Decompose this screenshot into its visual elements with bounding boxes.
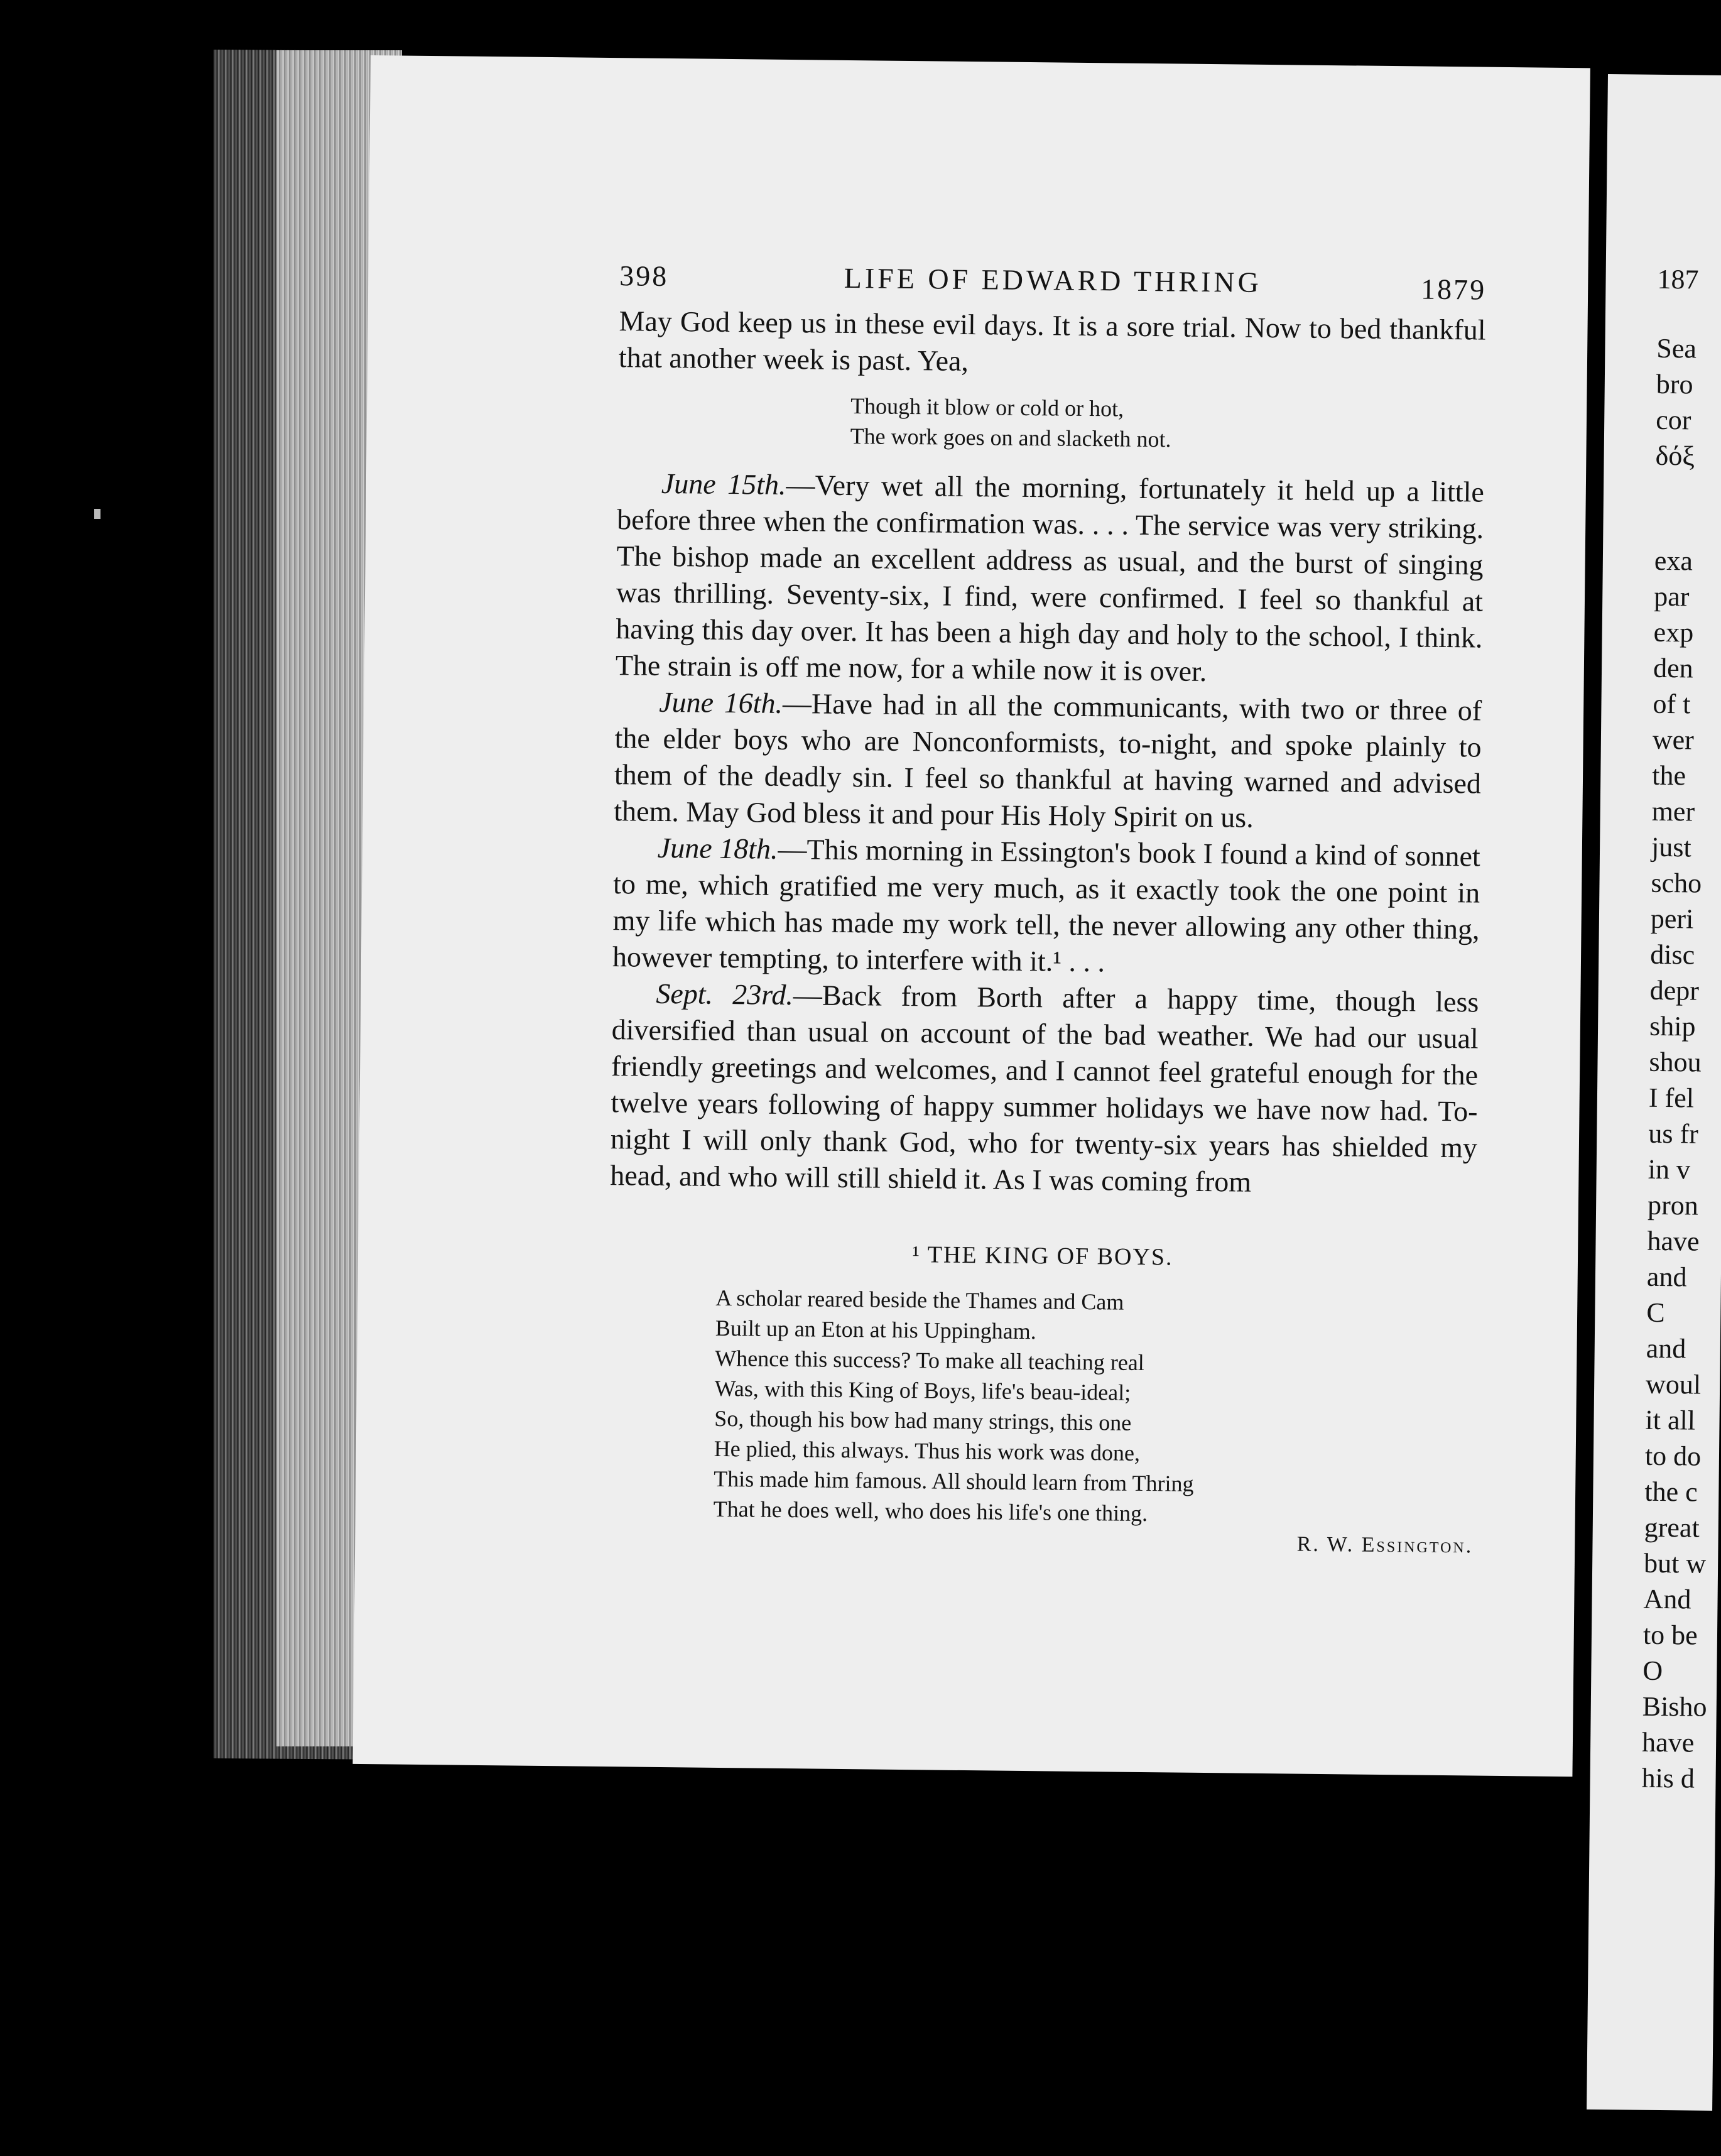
poem-line: He plied, this always. Thus his work was done, [714, 1435, 1141, 1466]
right-page-line: wer [1652, 724, 1695, 756]
right-page-line: pron [1647, 1189, 1699, 1221]
right-page-line: woul [1645, 1368, 1702, 1400]
right-page-line: disc [1650, 939, 1695, 971]
right-page-line: den [1653, 652, 1693, 684]
right-page-line: and [1646, 1332, 1686, 1364]
verse-quote [850, 391, 1485, 458]
right-page-line: scho [1651, 867, 1702, 899]
right-page-line: exa [1654, 545, 1693, 577]
entry-date: Sept. 23rd. [656, 977, 794, 1011]
right-page-line: C [1646, 1297, 1665, 1329]
diary-entry [616, 465, 1485, 692]
right-page-line: bro [1656, 368, 1693, 400]
entry-text: —Back from Borth after a happy time, though less diversified than usual on account of the bad weather. We had our usual friendly greetings and welcomes, and I cannot feel grateful enough for the twelve years following of happy summer holidays we have now had. To-night I will only thank God, who for twenty-six years has shielded my head, and who will still shield it. As I was coming from [610, 979, 1479, 1198]
right-page-line: And [1643, 1583, 1691, 1615]
right-page-line: great [1644, 1511, 1700, 1544]
poem-line: That he does well, who does his life's one thing. [713, 1496, 1148, 1527]
right-page-line: have [1641, 1726, 1695, 1758]
right-page-line: in v [1648, 1153, 1691, 1185]
header-year: 1879 [1420, 273, 1487, 306]
entry-date: June 16th. [658, 685, 783, 719]
poem-line: A scholar reared beside the Thames and Cam [715, 1285, 1124, 1315]
diary-entry [612, 829, 1480, 984]
right-page-line: ship [1649, 1010, 1696, 1042]
entry-date: June 18th. [657, 831, 778, 865]
entry-text: —This morning in Essington's book I found a kind of sonnet to me, which gratified me very much, as it exactly took the one point in my life which has made my work tell, the never allowing any other thing, however tempting, to interfere with it.¹ . . . [612, 832, 1481, 978]
right-page-line: cor [1655, 404, 1691, 436]
entry-text: —Have had in all the communicants, with two or three of the elder boys who are Nonconformists, to-night, and spoke plainly to them of the deadly sin. I feel so thankful at having warned and advised them. May God bless it and pour His Holy Spirit on us. [614, 687, 1482, 834]
right-page-line: his d [1641, 1762, 1695, 1794]
diary-entry [610, 975, 1479, 1202]
page-content [606, 259, 1486, 1558]
right-page-line: mer [1651, 795, 1695, 827]
footnote-title: ¹ THE KING OF BOYS. [912, 1241, 1173, 1271]
right-page-line: peri [1650, 903, 1694, 935]
poem-line: Whence this success? To make all teaching real [715, 1345, 1145, 1376]
right-page-line: exp [1653, 616, 1694, 648]
verse-line: Though it blow or cold or hot, [850, 393, 1124, 422]
page-number: 398 [619, 259, 669, 292]
scan-speck [94, 509, 100, 519]
right-page-line: it all [1645, 1404, 1696, 1436]
poem-line: This made him famous. All should learn from Thring [714, 1466, 1194, 1496]
right-page-line: but w [1643, 1547, 1707, 1579]
right-page-line: Sea [1656, 332, 1697, 364]
right-page-line: depr [1649, 974, 1700, 1006]
footnote [606, 1238, 1476, 1558]
opening-paragraph: May God keep us in these evil days. It is a sore trial. Now to bed thankful that another week is past. Yea, [618, 305, 1486, 377]
right-page-line: just [1651, 831, 1691, 863]
page-header [619, 259, 1487, 312]
right-page-line: Bisho [1642, 1690, 1707, 1723]
right-page-line: shou [1649, 1046, 1702, 1078]
right-page-line: to be [1642, 1619, 1698, 1651]
right-page-line: and [1646, 1261, 1687, 1293]
poem-line: Was, with this King of Boys, life's beau-ideal; [714, 1375, 1131, 1405]
running-title: LIFE OF EDWARD THRING [844, 261, 1262, 298]
right-page-line: of t [1653, 688, 1691, 720]
poem-line: Built up an Eton at his Uppingham. [715, 1315, 1036, 1344]
diary-entry [614, 683, 1482, 838]
right-page-line: I fel [1648, 1082, 1695, 1114]
right-page-year: 187 [1657, 263, 1699, 295]
right-page-line: us fr [1648, 1118, 1699, 1150]
book-page-right [1587, 74, 1721, 2111]
right-page-line: δόξ [1655, 440, 1695, 472]
poem-attribution: R. W. Essington. [1296, 1532, 1474, 1558]
right-page-line: have [1647, 1225, 1700, 1257]
verse-line: The work goes on and slacketh not. [850, 423, 1171, 452]
right-page-line: the [1652, 760, 1686, 792]
entry-text: —Very wet all the morning, fortunately it held up a little before three when the confirmation was. . . . The service was very striking. The bishop made an excellent address as usual, and the burst of singing was thrilling. Seventy-six, I find, were confirmed. I feel so thankful at having this day over. It has been a high day and holy to the school, I think. The strain is off me now, for a while now it is over. [615, 468, 1485, 687]
poem-line: So, though his bow had many strings, this one [714, 1405, 1132, 1435]
footnote-poem [714, 1283, 1476, 1532]
right-page-line: to do [1644, 1440, 1702, 1472]
book-page-left [353, 55, 1590, 1777]
right-page-line: the c [1644, 1476, 1698, 1508]
entry-date: June 15th. [661, 467, 786, 501]
right-page-line: O [1642, 1655, 1663, 1687]
right-page-line: par [1654, 580, 1690, 612]
